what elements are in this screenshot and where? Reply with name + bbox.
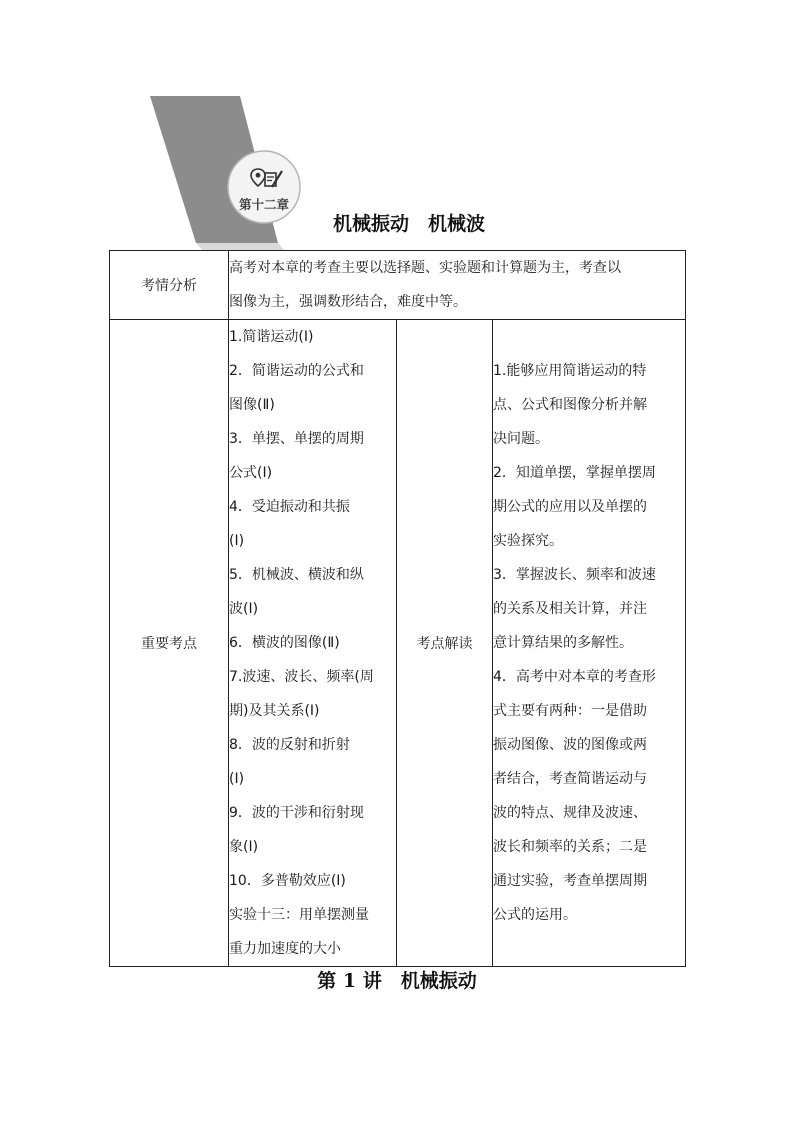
lecture-title: 第 1 讲 机械振动 — [317, 970, 477, 992]
banner-light-stripe — [196, 243, 284, 250]
summary-line: 高考对本章的考查主要以选择题、实验题和计算题为主，考查以 — [229, 260, 621, 276]
table-row-key-points — [110, 320, 686, 967]
list-item: 图像(Ⅱ) — [229, 397, 275, 413]
chapter-title: 机械振动 机械波 — [333, 213, 486, 235]
key-points-list — [229, 320, 397, 967]
list-item: 波(Ⅰ) — [229, 601, 259, 617]
interpretation-line: 者结合，考查简谐运动与 — [493, 771, 647, 787]
list-item: 象(Ⅰ) — [229, 839, 259, 855]
interpretation-line: 式主要有两种：一是借助 — [493, 703, 647, 719]
interpretation-line: 波的特点、规律及波速、 — [493, 805, 647, 821]
interpretation-line: 波长和频率的关系；二是 — [493, 839, 647, 855]
list-item: 重力加速度的大小 — [229, 941, 341, 957]
list-item: 4．受迫振动和共振 — [229, 499, 350, 515]
list-item: 6．横波的图像(Ⅱ) — [229, 635, 340, 651]
list-item: 公式(Ⅰ) — [229, 465, 273, 481]
list-item: 期)及其关系(Ⅰ) — [229, 703, 320, 719]
list-item: 8．波的反射和折射 — [229, 737, 350, 753]
key-points-label: 重要考点 — [110, 320, 229, 967]
interpretation-line: 实验探究。 — [493, 533, 563, 549]
interpretation-line: 决问题。 — [493, 431, 549, 447]
list-item: 7.波速、波长、频率(周 — [229, 669, 374, 685]
interpretation-text — [493, 320, 686, 967]
interpretation-line: 点、公式和图像分析并解 — [493, 397, 647, 413]
interpretation-line: 1.能够应用简谐运动的特 — [493, 363, 647, 379]
interpretation-line: 3．掌握波长、频率和波速 — [493, 567, 656, 583]
table-row-exam-analysis — [110, 251, 686, 320]
interpretation-line: 意计算结果的多解性。 — [493, 635, 633, 651]
list-item: 9．波的干涉和衍射现 — [229, 805, 364, 821]
interpretation-line: 的关系及相关计算，并注 — [493, 601, 647, 617]
list-item: 1.简谐运动(Ⅰ) — [229, 329, 314, 345]
list-item: 实验十三：用单摆测量 — [229, 907, 369, 923]
interpretation-label: 考点解读 — [397, 320, 493, 967]
list-item: (Ⅰ) — [229, 533, 245, 549]
list-item: (Ⅰ) — [229, 771, 245, 787]
interpretation-line: 4．高考中对本章的考查形 — [493, 669, 656, 685]
chapter-number-label: 第十二章 — [238, 197, 289, 212]
interpretation-line: 公式的运用。 — [493, 907, 577, 923]
interpretation-line: 2．知道单摆，掌握单摆周 — [493, 465, 656, 481]
list-item: 3．单摆、单摆的周期 — [229, 431, 364, 447]
summary-line: 图像为主，强调数形结合，难度中等。 — [229, 294, 467, 310]
interpretation-line: 期公式的应用以及单摆的 — [493, 499, 647, 515]
list-item: 2．简谐运动的公式和 — [229, 363, 364, 379]
interpretation-line: 通过实验，考查单摆周期 — [493, 873, 647, 889]
list-item: 10．多普勒效应(Ⅰ) — [229, 873, 346, 889]
list-item: 5．机械波、横波和纵 — [229, 567, 364, 583]
exam-analysis-summary — [229, 251, 686, 320]
chapter-overview-table — [109, 250, 686, 967]
interpretation-line: 振动图像、波的图像或两 — [493, 737, 647, 753]
exam-analysis-label: 考情分析 — [110, 251, 229, 320]
